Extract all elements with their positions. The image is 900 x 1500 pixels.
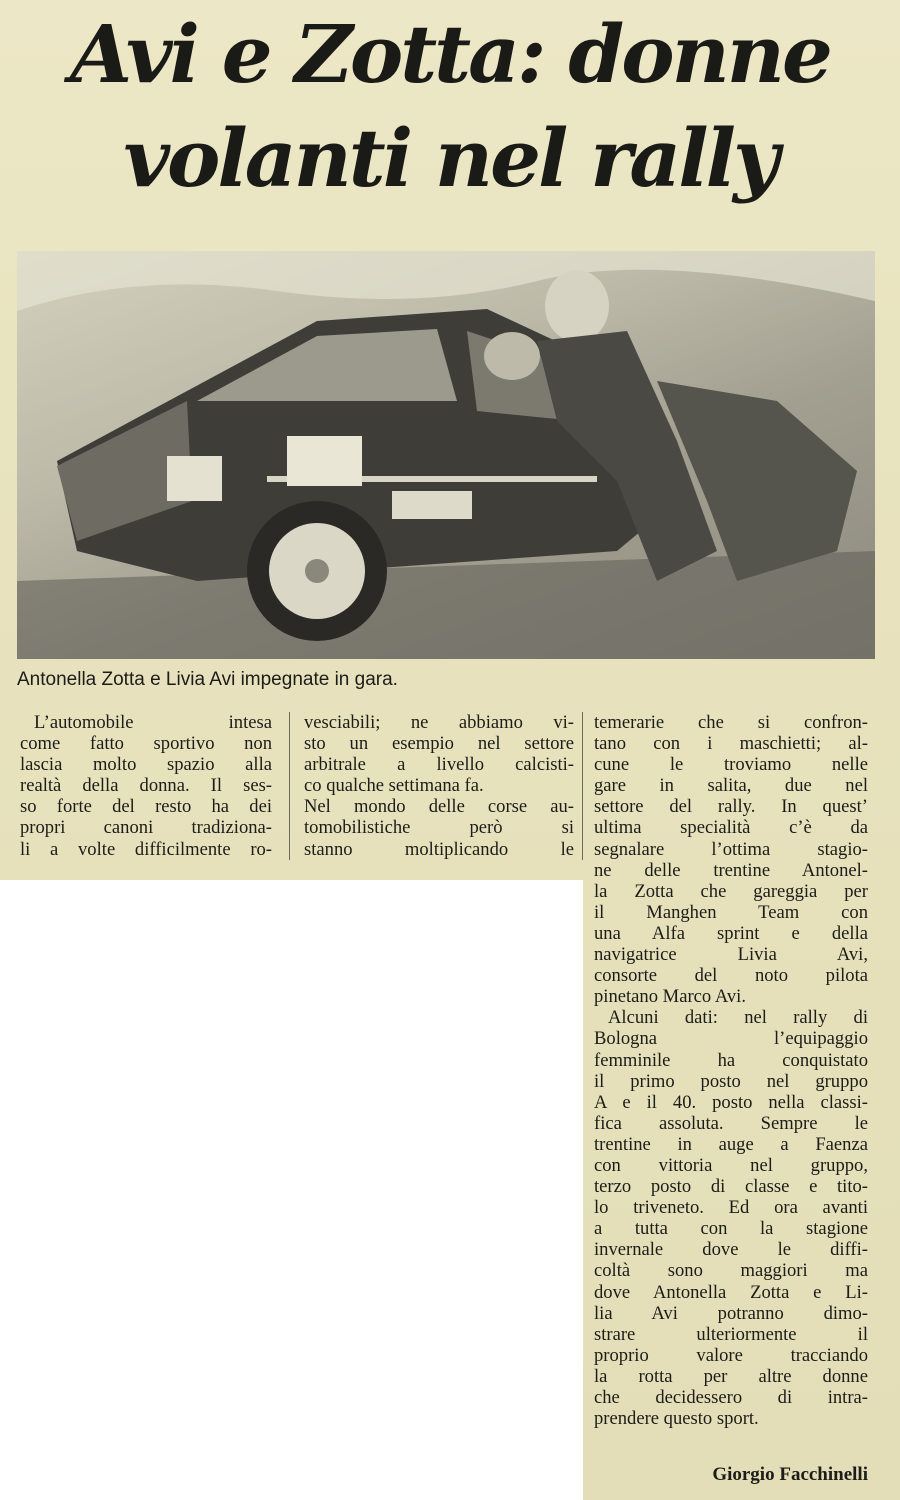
text-line: temerarie che si confron- — [594, 712, 868, 733]
text-line: lascia molto spazio alla — [20, 754, 272, 776]
text-line: realtà della donna. Il ses- — [20, 775, 272, 797]
text-line: ne delle trentine Antonel- — [594, 859, 868, 881]
text-line: come fatto sportivo non — [20, 733, 272, 755]
text-line: coltà sono maggiori ma — [594, 1260, 868, 1282]
article-column-2 — [304, 712, 574, 860]
text-line: lia Avi potranno dimo- — [594, 1302, 868, 1324]
text-line: prendere questo sport. — [594, 1408, 759, 1430]
text-line: L’automobile intesa — [34, 712, 272, 733]
text-line: cune le troviamo nelle — [594, 754, 868, 776]
text-line: co qualche settimana fa. — [304, 775, 484, 797]
article-column-1 — [20, 712, 272, 860]
text-line: propri canoni tradiziona- — [20, 817, 272, 839]
text-line: stanno moltiplicando le — [304, 838, 574, 860]
text-line: gare in salita, due nel — [594, 775, 868, 797]
text-line: navigatrice Livia Avi, — [594, 944, 868, 966]
text-line: proprio valore tracciando — [594, 1344, 868, 1366]
text-line: la Zotta che gareggia per — [594, 880, 868, 902]
text-line: una Alfa sprint e della — [594, 922, 868, 944]
rally-car-illustration — [17, 251, 875, 659]
headline-line-2: volanti nel rally — [123, 111, 777, 205]
text-line: Nel mondo delle corse au- — [304, 796, 574, 818]
text-line: tano con i maschietti; al- — [594, 733, 868, 755]
text-line: fica assoluta. Sempre le — [594, 1112, 868, 1134]
photo-caption: Antonella Zotta e Livia Avi impegnate in gara. — [17, 669, 398, 690]
text-line: il Manghen Team con — [594, 901, 868, 923]
text-line: la rotta per altre donne — [594, 1365, 868, 1387]
blank-area — [0, 880, 583, 1500]
text-line: segnalare l’ottima stagio- — [594, 838, 868, 860]
text-line: lo triveneto. Ed ora avanti — [594, 1197, 868, 1219]
text-line: dove Antonella Zotta e Li- — [594, 1281, 868, 1303]
text-line: trentine in auge a Faenza — [594, 1133, 868, 1155]
article-column-3 — [594, 712, 868, 1429]
text-line: invernale dove le diffi- — [594, 1239, 868, 1261]
byline: Giorgio Facchinelli — [712, 1464, 868, 1485]
headline-line-1: Avi e Zotta: donne — [70, 7, 830, 101]
text-line: a tutta con la stagione — [594, 1218, 868, 1240]
text-line: sto un esempio nel settore — [304, 733, 574, 755]
text-line: Bologna l’equipaggio — [594, 1028, 868, 1050]
text-line: so forte del resto ha dei — [20, 796, 272, 818]
text-line: ultima specialità c’è da — [594, 817, 868, 839]
text-line: arbitrale a livello calcisti- — [304, 754, 574, 776]
rally-car-photo — [17, 251, 875, 659]
text-line: terzo posto di classe e tito- — [594, 1176, 868, 1198]
text-line: pinetano Marco Avi. — [594, 986, 746, 1008]
text-line: strare ulteriormente il — [594, 1323, 868, 1345]
text-line: settore del rally. In quest’ — [594, 796, 868, 818]
column-rule-1 — [289, 712, 290, 860]
text-line: con vittoria nel gruppo, — [594, 1154, 868, 1176]
text-line: A e il 40. posto nella classi- — [594, 1091, 868, 1113]
text-line: femminile ha conquistato — [594, 1049, 868, 1071]
text-line: il primo posto nel gruppo — [594, 1070, 868, 1092]
text-line: li a volte difficilmente ro- — [20, 838, 272, 860]
column-rule-2 — [582, 712, 583, 860]
text-line: Alcuni dati: nel rally di — [608, 1007, 868, 1029]
text-line: vesciabili; ne abbiamo vi- — [304, 712, 574, 733]
text-line: consorte del noto pilota — [594, 965, 868, 987]
text-line: tomobilistiche però si — [304, 817, 574, 839]
text-line: che decidessero di intra- — [594, 1387, 868, 1408]
headline — [20, 2, 880, 210]
